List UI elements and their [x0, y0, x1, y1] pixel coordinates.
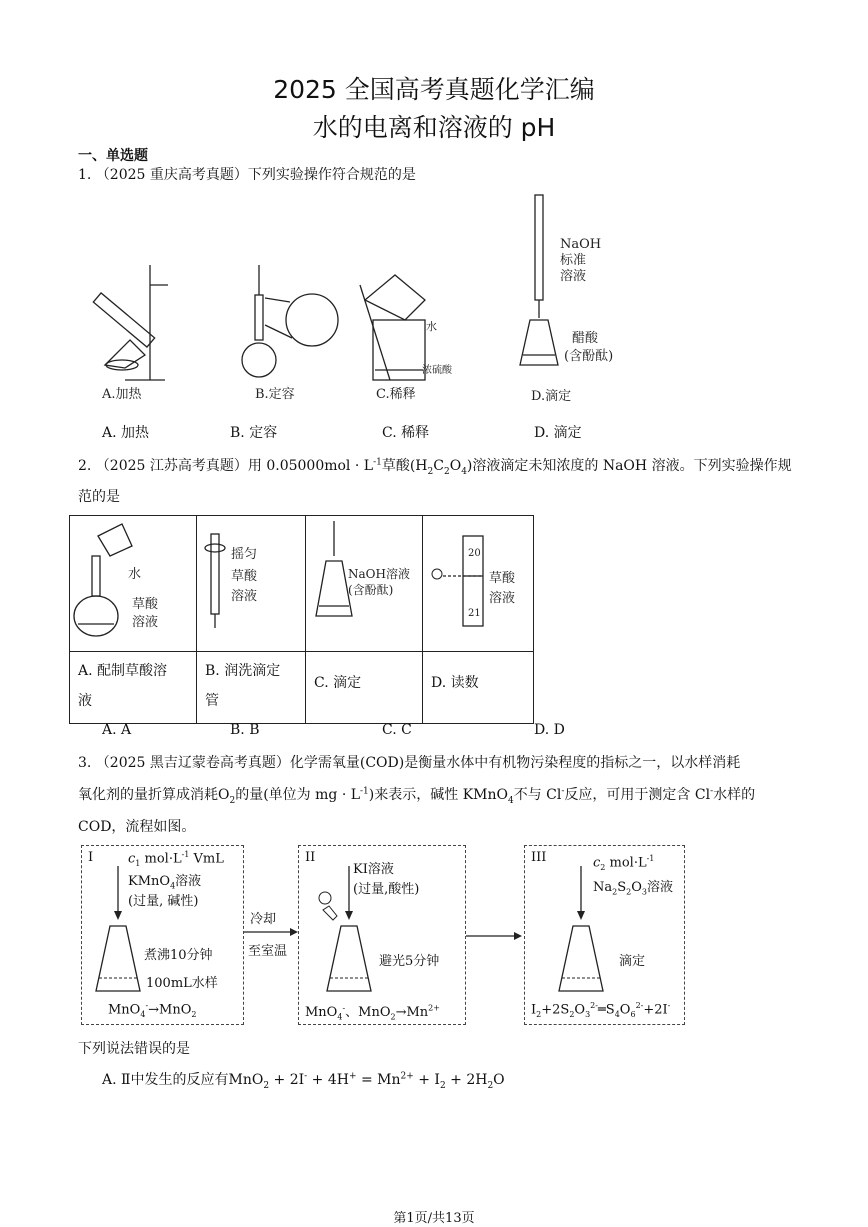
q2-stem: 2. （2025 江苏高考真题）用 $0.05000mol \cdot L^{-1}$草酸$(H_2C_2O_4)$溶液滴定未知浓度的 NaOH 溶液。下列实验操作规 [78, 457, 792, 477]
q3-flow-box-1: I $c_1$ $mol\cdot L^{-1}$ VmL KMnO$_4$溶液 (过量, 碱性) 煮沸10分钟 100mL水样 MnO$_4$-→MnO$_2$ [81, 845, 244, 1025]
q2-cell-c: C. 滴定 [314, 675, 362, 691]
q3-stem-line1: 3. （2025 黑吉辽蒙卷高考真题）化学需氧量(COD)是衡量水体中有机物污染程度的指标之一，以水样消耗 [78, 755, 741, 771]
q2-option-a: A. A [102, 722, 132, 738]
q3-flow-box-2: II KI溶液 (过量,酸性) 避光5分钟 MnO$_4$-、$MnO_2\to Mn^{2+}$ [298, 845, 466, 1025]
q2-option-c: C. C [382, 722, 412, 738]
svg-text:溶液: 溶液 [231, 589, 258, 604]
q3-arrow-1 [244, 926, 298, 938]
q2-stem-a: 2. （2025 江苏高考真题）用 0.05000mol · L [78, 458, 374, 474]
doc-title: 2025 全国高考真题化学汇编 [273, 75, 595, 104]
q2-cell-d: D. 读数 [431, 675, 479, 691]
q1-fig-rongye: 溶液 [560, 269, 587, 284]
svg-text:NaOH溶液: NaOH溶液 [348, 567, 410, 581]
q1-fig-acid-label: 浓硫酸 [422, 365, 452, 376]
q3-stem-line2: 氧化剂的量折算成消耗$O_2$的量(单位为 mg · $L^{-1}$)来表示，碱性 KMnO$_4$不与 Cl-反应，可用于测定含 Cl-水样的 [78, 786, 756, 806]
doc-subtitle: 水的电离和溶液的 pH [312, 113, 556, 142]
q1-option-b: B. 定容 [230, 425, 278, 441]
q1-fig-heating [93, 265, 168, 380]
q3-arrow-2 [466, 930, 522, 942]
q3-arrow-cool: 冷却 [250, 912, 277, 927]
svg-text:草酸: 草酸 [231, 569, 258, 584]
q3-option-a: A. Ⅱ中发生的反应有$MnO_2 + 2I^- + 4H^+ = Mn^{2+} + I_2 + 2H_2O$ [102, 1071, 505, 1091]
section-heading: 一、单选题 [78, 148, 148, 164]
q1-option-d: D. 滴定 [534, 425, 582, 441]
q1-fig-dilution [360, 275, 425, 380]
q1-fig-biaozhun: 标准 [560, 253, 587, 268]
q2-cell-a: A. 配制草酸溶 [78, 663, 168, 679]
q2-fig-b [197, 516, 305, 647]
q2-options-table: 水 草酸 溶液 摇匀 草酸 溶液 NaOH溶液 (含酚酞) 20 21 草酸 溶液 A. 配制草酸溶 液 B. 润洗滴定 管 C. 滴定 D. 读数 [69, 515, 534, 724]
svg-text:溶液: 溶液 [489, 591, 516, 606]
q2-fig-a [70, 516, 196, 647]
q1-fig-naoh: NaOH [560, 237, 602, 252]
svg-text:溶液: 溶液 [132, 615, 159, 630]
q1-fig-label-c: C.稀释 [376, 387, 416, 402]
svg-text:20: 20 [468, 548, 481, 559]
q3-arrow-room: 至室温 [248, 944, 288, 959]
svg-text:草酸: 草酸 [132, 597, 159, 612]
q2-option-d: D. D [534, 722, 565, 738]
q2-option-b: B. B [230, 722, 260, 738]
svg-text:摇匀: 摇匀 [231, 547, 258, 562]
q1-apparatus-figure [90, 190, 650, 410]
q1-option-a: A. 加热 [102, 425, 150, 441]
q3-stem-line3: COD，流程如图。 [78, 819, 196, 835]
q1-fig-titration [520, 195, 558, 365]
svg-text:(含酚酞): (含酚酞) [348, 583, 394, 597]
q3-question: 下列说法错误的是 [78, 1041, 190, 1057]
q2-stem-cont: 范的是 [78, 489, 120, 505]
q2-fig-c [306, 516, 422, 647]
svg-text:21: 21 [468, 608, 481, 619]
q2-fig-d [423, 516, 533, 647]
q2-stem-c: 溶液滴定未知浓度的 NaOH 溶液。下列实验操作规 [472, 458, 792, 474]
svg-text:水: 水 [128, 567, 142, 582]
q2-stem-b: 草酸 [381, 458, 410, 474]
q1-fig-volumetric-flask [242, 265, 338, 377]
svg-text:草酸: 草酸 [489, 571, 516, 586]
q1-fig-label-a: A.加热 [102, 387, 142, 402]
q2-cell-b: B. 润洗滴定 [205, 663, 281, 679]
q1-fig-label-b: B.定容 [255, 387, 295, 402]
page-footer: 第1页/共13页 [393, 1211, 475, 1226]
q1-fig-fentai: (含酚酞) [564, 349, 614, 364]
q1-fig-label-d: D.滴定 [531, 389, 572, 404]
q1-stem: 1. （2025 重庆高考真题）下列实验操作符合规范的是 [78, 167, 416, 183]
q1-fig-cusuan: 醋酸 [572, 331, 599, 346]
svg-text:水: 水 [426, 320, 437, 333]
q3-flow-box-3: III $c_2$ $mol\cdot L^{-1}$ $Na_2S_2O_3$溶液 滴定 $I_2+2S_2O_3^{2-}═S_4O_6^{2-}+2I^-$ [524, 845, 685, 1025]
q1-option-c: C. 稀释 [382, 425, 430, 441]
